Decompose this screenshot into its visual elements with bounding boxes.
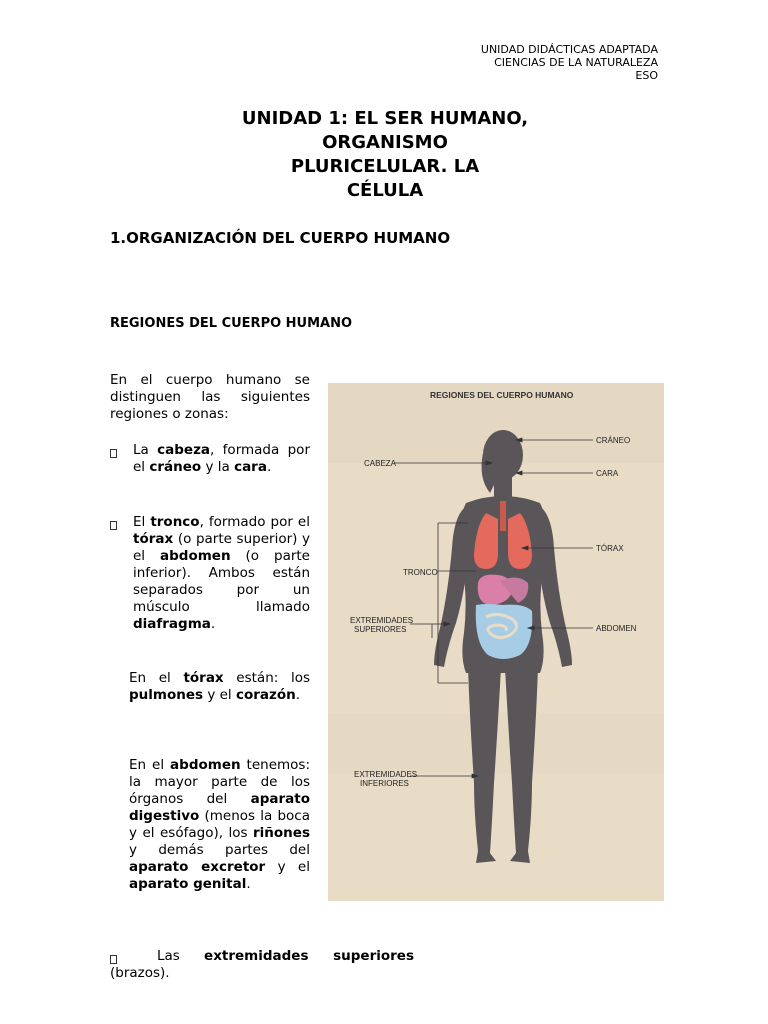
text-span: están: los xyxy=(223,670,310,686)
figure-title: REGIONES DEL CUERPO HUMANO xyxy=(430,390,574,400)
bullet-extremidades xyxy=(110,948,414,982)
term-torax: tórax xyxy=(133,531,174,547)
section-heading: 1.ORGANIZACIÓN DEL CUERPO HUMANO xyxy=(110,229,451,247)
title-line-4: CÉLULA xyxy=(346,180,424,201)
text-span: (o parte superior) y el xyxy=(133,531,310,564)
body-regions-figure xyxy=(328,383,664,901)
title-line-2: ORGANISMO xyxy=(322,132,448,153)
term-cabeza: cabeza xyxy=(157,442,211,458)
document-header xyxy=(481,43,658,82)
term-abdomen: abdomen xyxy=(160,548,231,564)
text-span: (brazos). xyxy=(110,965,170,981)
label-extremidades-inferiores-1: EXTREMIDADES xyxy=(354,770,418,779)
text-span: , formado por el xyxy=(199,514,310,530)
term-abdomen: abdomen xyxy=(170,757,241,773)
text-span: La xyxy=(133,442,158,458)
text-span: tenemos: la mayor parte de los órganos del xyxy=(129,757,310,807)
title-line-3: PLURICELULAR. LA xyxy=(290,156,480,177)
term-rinones: riñones xyxy=(253,825,310,841)
text-span: . xyxy=(266,459,272,475)
text-span: En el xyxy=(129,757,171,773)
intro-paragraph: En el cuerpo humano se distinguen las siguientes regiones o zonas: xyxy=(110,372,310,422)
label-cara: CARA xyxy=(596,469,619,478)
text-span: En el xyxy=(129,670,184,686)
text-span: . xyxy=(246,876,251,892)
label-extremidades-superiores-1: EXTREMIDADES xyxy=(350,616,414,625)
square-bullet-icon xyxy=(110,449,118,458)
text-span: , formada por el xyxy=(133,442,310,475)
text-span: y demás partes del xyxy=(129,842,310,858)
header-line-1: UNIDAD DIDÁCTICAS ADAPTADA xyxy=(480,43,658,56)
paragraph-abdomen xyxy=(129,757,310,893)
sub-heading: REGIONES DEL CUERPO HUMANO xyxy=(110,316,353,331)
square-bullet-icon xyxy=(110,521,118,530)
text-span: . xyxy=(210,616,216,632)
label-craneo: CRÁNEO xyxy=(596,436,631,445)
intestines-shape xyxy=(476,604,533,659)
text-span: Las xyxy=(157,948,205,964)
term-cara: cara xyxy=(234,459,267,475)
term-pulmones: pulmones xyxy=(129,687,204,703)
text-span: (o parte inferior). Ambos están separados por un músculo llamado xyxy=(133,548,310,615)
bullet-cabeza xyxy=(133,442,310,476)
text-span: y la xyxy=(201,459,235,475)
header-line-3: ESO xyxy=(635,69,658,82)
term-craneo: cráneo xyxy=(149,459,202,475)
label-tronco: TRONCO xyxy=(403,568,438,577)
text-span: y el xyxy=(265,859,310,875)
term-aparato-excretor: aparato excretor xyxy=(129,859,266,875)
term-tronco: tronco xyxy=(150,514,200,530)
label-extremidades-superiores-2: SUPERIORES xyxy=(354,625,407,634)
label-abdomen: ABDOMEN xyxy=(596,624,637,633)
term-diafragma: diafragma xyxy=(133,616,211,632)
header-line-2: CIENCIAS DE LA NATURALEZA xyxy=(494,56,658,69)
label-cabeza: CABEZA xyxy=(364,459,397,468)
bullet-tronco xyxy=(133,514,310,633)
term-aparato-genital: aparato genital xyxy=(129,876,247,892)
paragraph-torax xyxy=(129,670,310,704)
text-span: El xyxy=(133,514,151,530)
title-line-1: UNIDAD 1: EL SER HUMANO, xyxy=(241,108,529,129)
term-corazon: corazón xyxy=(235,687,296,703)
label-extremidades-inferiores-2: INFERIORES xyxy=(360,779,409,788)
body-diagram-svg xyxy=(328,383,664,901)
text-span: (menos la boca y el esófago), los xyxy=(129,808,310,841)
text-span: . xyxy=(295,687,301,703)
term-extremidades-superiores: extremidades superiores xyxy=(204,948,414,964)
label-torax: TÓRAX xyxy=(596,544,624,553)
page-title xyxy=(200,107,570,203)
term-aparato-digestivo: aparato digestivo xyxy=(129,791,310,824)
text-span: y el xyxy=(203,687,236,703)
term-torax: tórax xyxy=(183,670,224,686)
